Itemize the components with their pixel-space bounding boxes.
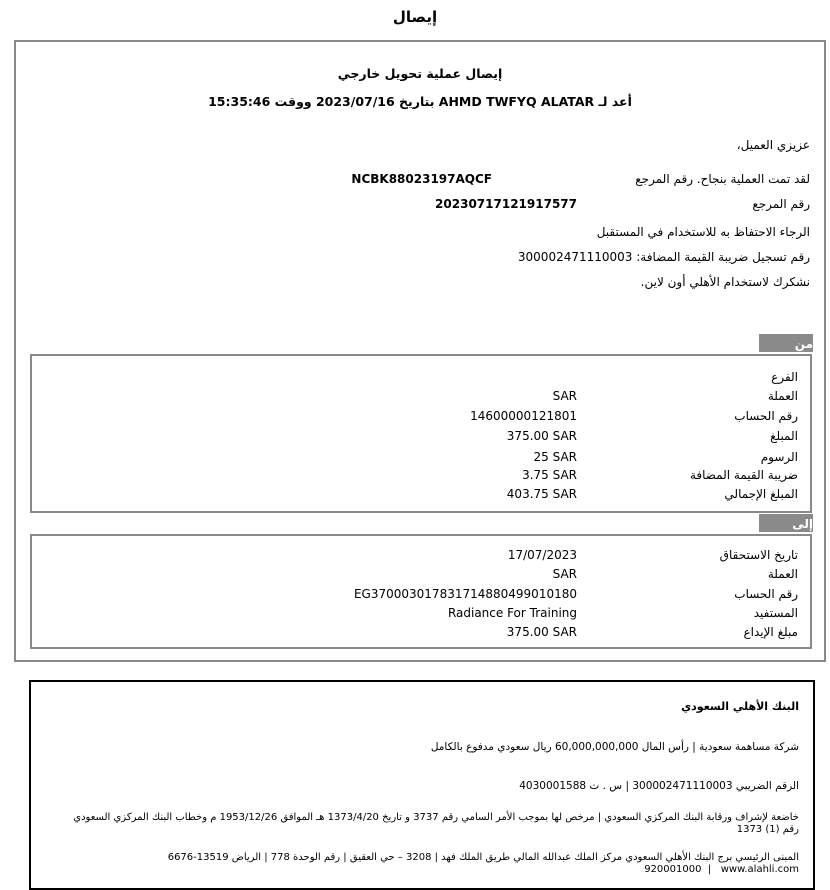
reference-value: 20230717121917577 [435, 197, 577, 211]
keep-note: الرجاء الاحتفاظ به للاستخدام في المستقبل [596, 225, 810, 239]
from-vat-label: ضريبة القيمة المضافة [689, 468, 798, 482]
to-account-value: EG370003017831714880499010180 [353, 587, 577, 601]
page-title: إيصال [392, 8, 438, 26]
prepared-line: أعد لـ AHMD TWFYQ ALATAR بتاريخ 2023/07/16 ووقت 15:35:46 [208, 94, 632, 109]
bank-license-line-2: رقم (1) 1373 [736, 824, 799, 835]
thanks-note: نشكرك لاستخدام الأهلي أون لاين. [640, 275, 810, 289]
to-beneficiary-label: المستفيد [753, 606, 798, 620]
from-section-tab: من [759, 334, 813, 352]
from-total-value: 403.75 SAR [506, 487, 577, 501]
from-amount-value: 375.00 SAR [506, 429, 577, 443]
bank-phone: 920001000 [644, 864, 702, 875]
bank-tax-cr: الرقم الضريبي 300002471110003 | س . ت 4030001588 [519, 780, 799, 792]
to-deposit-amount-label: مبلغ الإيداع [743, 625, 798, 639]
from-section-panel [30, 354, 812, 513]
from-total-label: المبلغ الإجمالي [724, 487, 798, 501]
bank-footer [29, 680, 815, 890]
bank-address: المبنى الرئيسي برج البنك الأهلي السعودي مركز الملك عبدالله المالي طريق الملك فهد | 3208 – حي العقيق | رقم الوحدة 778 | الرياض 13519-6676 [167, 852, 799, 863]
greeting: عزيزي العميل، [736, 138, 810, 152]
bank-name: البنك الأهلي السعودي [681, 700, 799, 713]
to-beneficiary-value: Radiance For Training [447, 606, 577, 620]
to-due-date-label: تاريخ الاستحقاق [719, 548, 798, 562]
success-reference-value: NCBK88023197AQCF [351, 172, 492, 186]
to-currency-value: SAR [552, 567, 577, 581]
to-due-date-value: 17/07/2023 [507, 548, 577, 562]
bank-capital: شركة مساهمة سعودية | رأس المال 60,000,000,000 ريال سعودي مدفوع بالكامل [430, 741, 799, 753]
receipt-box [14, 40, 826, 662]
from-account-label: رقم الحساب [734, 409, 798, 423]
bank-contact [644, 864, 799, 875]
from-amount-label: المبلغ [770, 429, 798, 443]
from-fees-value: 25 SAR [533, 450, 577, 464]
bank-license-line-1: خاضعة لإشراف ورقابة البنك المركزي السعودي | مرخص لها بموجب الأمر السامي رقم 3737 و تاريخ 1373/4/20 هـ الموافق 1953/12/26 م وخطاب البنك المركزي السعودي [73, 812, 799, 823]
from-account-value: 14600000121801 [470, 409, 577, 423]
to-section-tab: إلى [759, 514, 813, 532]
bank-website-link[interactable]: www.alahli.com [720, 864, 799, 875]
from-fees-label: الرسوم [760, 450, 798, 464]
vat-registration: رقم تسجيل ضريبة القيمة المضافة: 300002471110003 [517, 250, 810, 264]
receipt-heading: إيصال عملية تحويل خارجي [337, 66, 503, 81]
from-currency-label: العملة [767, 389, 798, 403]
to-currency-label: العملة [767, 567, 798, 581]
to-account-label: رقم الحساب [734, 587, 798, 601]
from-branch-label: الفرع [771, 370, 798, 384]
to-section-panel [30, 534, 812, 649]
from-currency-value: SAR [552, 389, 577, 403]
from-vat-value: 3.75 SAR [522, 468, 577, 482]
reference-label: رقم المرجع [752, 197, 810, 211]
success-label: لقد تمت العملية بنجاح. رقم المرجع [635, 172, 810, 186]
to-deposit-amount-value: 375.00 SAR [506, 625, 577, 639]
contact-separator: | [704, 864, 718, 875]
